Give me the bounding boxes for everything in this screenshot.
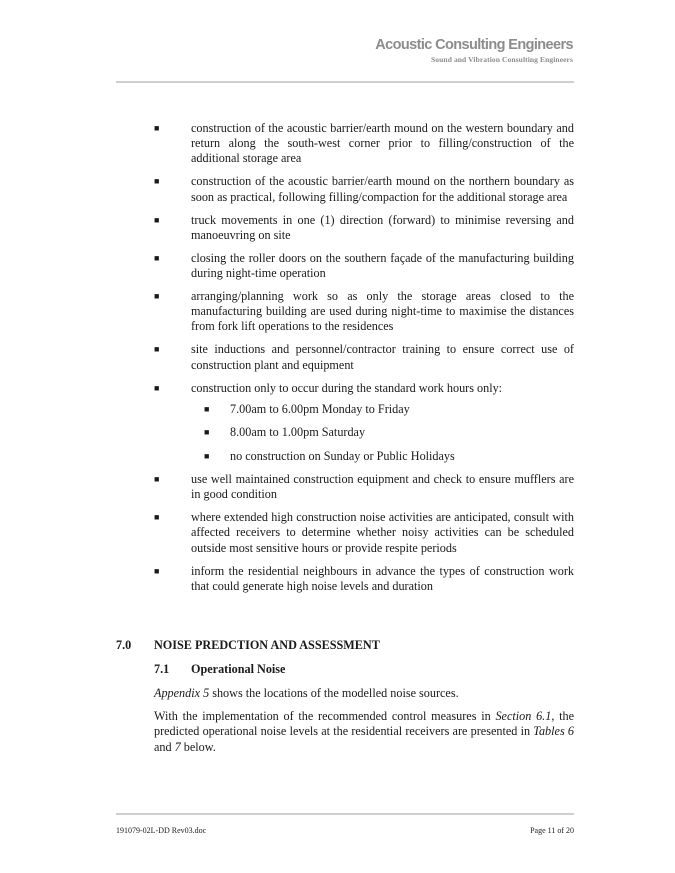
paragraph-text: With the implementation of the recommended control measures in xyxy=(154,709,496,724)
bullet-icon: ■ xyxy=(204,450,210,461)
header-divider xyxy=(116,81,574,83)
control-measures-list xyxy=(154,121,574,602)
bullet-icon: ■ xyxy=(154,291,160,302)
section-7 xyxy=(116,638,574,755)
section-title: NOISE PREDCTION AND ASSESSMENT xyxy=(154,638,380,652)
bullet-icon: ■ xyxy=(154,123,160,133)
list-item xyxy=(154,510,574,556)
list-item xyxy=(191,449,574,464)
section-number: 7.0 xyxy=(116,638,132,652)
list-item-text: inform the residential neighbours in advance the types of construction work that could generate high noise levels and duration xyxy=(191,563,574,593)
section-heading xyxy=(116,638,574,653)
subsection-title: Operational Noise xyxy=(191,662,286,676)
bullet-icon: ■ xyxy=(154,382,160,393)
list-item xyxy=(154,472,574,502)
list-item-text: site inductions and personnel/contractor training to ensure correct use of construction plant and equipment xyxy=(191,342,574,372)
paragraph-text: below. xyxy=(180,739,216,754)
subsection-heading xyxy=(154,662,574,677)
bullet-icon: ■ xyxy=(154,214,160,225)
subsection-number: 7.1 xyxy=(154,662,170,676)
paragraph-appendix xyxy=(154,686,574,701)
list-item-text: arranging/planning work so as only the storage areas closed to the manufacturing building are used during night-time to maximise the distances from fork lift operations to the residences xyxy=(191,289,574,334)
list-item-text: construction of the acoustic barrier/earth mound on the northern boundary as soon as practical, following filling/compaction for the additional storage area xyxy=(191,174,574,204)
list-item xyxy=(154,213,574,243)
company-logo xyxy=(375,37,573,64)
table-reference: Tables 6 xyxy=(533,724,575,739)
bullet-icon: ■ xyxy=(154,512,160,523)
bullet-icon: ■ xyxy=(154,252,160,263)
list-item xyxy=(154,121,574,167)
paragraph-predicted-levels xyxy=(154,709,574,755)
bullet-icon: ■ xyxy=(154,474,160,484)
list-item-text: no construction on Sunday or Public Holidays xyxy=(230,448,455,463)
list-item-text: where extended high construction noise activities are anticipated, consult with affected receivers to determine whether noisy activities can be scheduled outside most sensitive hours or provide respite periods xyxy=(191,510,574,555)
list-item-text: use well maintained construction equipment and check to ensure mufflers are in good condition xyxy=(191,472,574,502)
bullet-icon: ■ xyxy=(154,176,160,187)
bullet-icon: ■ xyxy=(204,403,210,414)
list-item-text: construction only to occur during the standard work hours only: xyxy=(191,380,503,395)
list-item xyxy=(191,425,574,440)
page-number: Page 11 of 20 xyxy=(530,826,574,835)
list-item-text: 7.00am to 6.00pm Monday to Friday xyxy=(230,401,410,416)
list-item-text: construction of the acoustic barrier/earth mound on the western boundary and return along the south-west corner prior to filling/construction of the additional storage area xyxy=(191,121,574,166)
list-item xyxy=(154,251,574,281)
list-item xyxy=(154,381,574,396)
list-item xyxy=(191,402,574,417)
paragraph-text: shows the locations of the modelled noise sources. xyxy=(209,686,459,700)
table-reference: 7 xyxy=(174,739,181,754)
paragraph-text: , the predicted operational noise levels at the residential receivers are presented in xyxy=(154,709,575,739)
list-item xyxy=(154,174,574,204)
list-item xyxy=(154,342,574,372)
list-item-text: 8.00am to 1.00pm Saturday xyxy=(230,425,366,440)
list-item xyxy=(154,564,574,594)
paragraph-text: and xyxy=(154,739,175,754)
bullet-icon: ■ xyxy=(154,565,160,576)
appendix-reference: Appendix 5 xyxy=(154,686,210,700)
bullet-icon: ■ xyxy=(204,427,210,438)
bullet-icon: ■ xyxy=(154,344,160,355)
footer-divider xyxy=(116,813,574,815)
work-hours-list xyxy=(191,402,574,464)
section-reference: Section 6.1 xyxy=(495,709,552,724)
list-item xyxy=(154,289,574,335)
company-tagline: Sound and Vibration Consulting Engineers xyxy=(431,55,573,64)
list-item-text: truck movements in one (1) direction (forward) to minimise reversing and manoeuvring on site xyxy=(191,212,574,242)
list-item-text: closing the roller doors on the southern façade of the manufacturing building during night-time operation xyxy=(191,250,574,281)
company-name: Acoustic Consulting Engineers xyxy=(375,37,573,53)
document-reference: 191079-02L-DD Rev03.doc xyxy=(116,826,207,835)
